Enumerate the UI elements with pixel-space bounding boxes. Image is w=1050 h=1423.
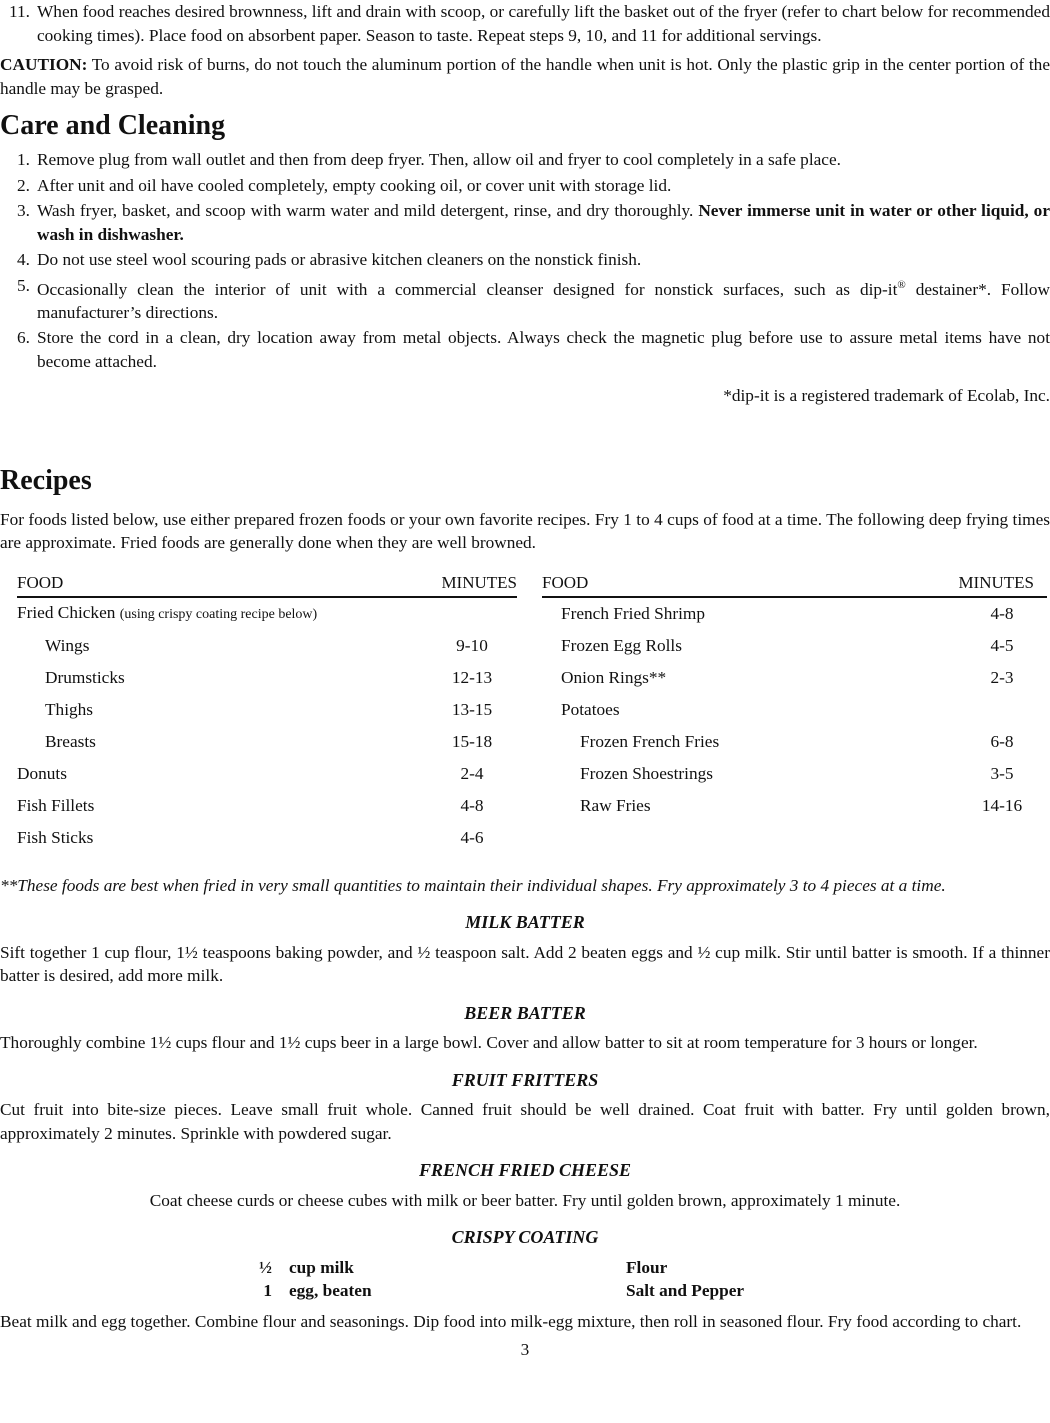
step-text: When food reaches desired brownness, lift and drain with scoop, or carefully lift the basket out of the fryer (refer to chart below for recommended cooking times). Place food on absorbent paper. Season to taste. Repeat steps 9, 10, and 11 for additional servings. bbox=[37, 2, 1050, 45]
ingredient-line bbox=[626, 1256, 744, 1280]
minutes-cell: 15-18 bbox=[451, 732, 493, 752]
food-name: Fried Chicken bbox=[17, 603, 116, 623]
food-cell: Potatoes bbox=[561, 700, 620, 720]
food-cell: Frozen Egg Rolls bbox=[561, 636, 682, 656]
minutes-cell: 2-4 bbox=[460, 764, 484, 784]
col-food-header: FOOD bbox=[17, 572, 64, 592]
minutes-cell: 4-8 bbox=[460, 796, 484, 816]
ingredients-col-1 bbox=[250, 1256, 626, 1303]
care-item bbox=[0, 174, 1050, 198]
table-row bbox=[17, 822, 517, 854]
table-row bbox=[17, 726, 517, 758]
food-cell: Fish Fillets bbox=[17, 796, 95, 816]
minutes-cell: 3-5 bbox=[990, 764, 1014, 784]
ingredient-name: cup milk bbox=[289, 1257, 354, 1277]
crispy-coating-text: Beat milk and egg together. Combine flour and seasonings. Dip food into milk-egg mixture, then roll in seasoned flour. Fry food according to chart. bbox=[0, 1311, 1022, 1331]
care-item-text: Store the cord in a clean, dry location away from metal objects. Always check the magnetic plug before use to assure metal items have not become attached. bbox=[37, 328, 1050, 371]
beer-batter-title: BEER BATTER bbox=[464, 1002, 586, 1023]
crispy-coating-title: CRISPY COATING bbox=[451, 1227, 599, 1248]
minutes-cell: 12-13 bbox=[451, 668, 493, 688]
milk-batter-text: Sift together 1 cup flour, 1½ teaspoons baking powder, and ½ teaspoon salt. Add 2 beaten eggs and ½ cup milk. Stir until batter is smooth. If a thinner batter is desired, add more milk. bbox=[0, 942, 1050, 986]
care-item-text-cont: destainer*. Follow manufacturer’s directions. bbox=[37, 279, 1050, 322]
ingredient-qty: ½ bbox=[259, 1257, 272, 1277]
care-item-number: 3. bbox=[17, 201, 30, 220]
table-row bbox=[17, 662, 517, 694]
food-cell: Thighs bbox=[45, 700, 94, 720]
table-right bbox=[542, 571, 1047, 854]
table-row bbox=[17, 598, 517, 630]
minutes-cell: 9-10 bbox=[456, 636, 488, 656]
table-row bbox=[542, 726, 1047, 758]
care-item-number: 5. bbox=[17, 275, 30, 295]
col-food-header: FOOD bbox=[542, 572, 589, 592]
table-row bbox=[17, 758, 517, 790]
ingredient-name: Flour bbox=[626, 1257, 668, 1277]
minutes-cell: 13-15 bbox=[451, 700, 493, 720]
food-cell: Frozen French Fries bbox=[580, 732, 720, 752]
frying-note: **These foods are best when fried in very small quantities to maintain their individual shapes. Fry approximately 3 to 4 pieces at a time. bbox=[0, 875, 946, 895]
ingredient-line bbox=[250, 1256, 626, 1280]
step-number: 11. bbox=[9, 2, 30, 21]
table-header bbox=[17, 571, 517, 598]
food-note: (using crispy coating recipe below) bbox=[119, 607, 318, 623]
crispy-coating-ingredients bbox=[250, 1256, 1050, 1303]
food-cell: Onion Rings** bbox=[561, 668, 667, 688]
table-row bbox=[542, 662, 1047, 694]
frying-time-table bbox=[0, 571, 1050, 854]
care-item bbox=[0, 248, 1050, 272]
page-number: 3 bbox=[520, 1340, 530, 1360]
food-cell: Donuts bbox=[17, 764, 67, 784]
table-row bbox=[542, 758, 1047, 790]
table-row bbox=[542, 598, 1047, 630]
table-header bbox=[542, 571, 1047, 598]
care-item-number: 2. bbox=[17, 175, 30, 195]
care-item bbox=[0, 326, 1050, 373]
caution-paragraph bbox=[0, 53, 1050, 100]
care-item bbox=[0, 274, 1050, 325]
food-cell: French Fried Shrimp bbox=[561, 604, 705, 624]
care-item-text: Wash fryer, basket, and scoop with warm water and mild detergent, rinse, and dry thoroughly. bbox=[37, 201, 699, 220]
ingredients-col-2 bbox=[626, 1256, 744, 1303]
food-cell: Frozen Shoestrings bbox=[580, 764, 713, 784]
table-row bbox=[542, 790, 1047, 822]
table-row bbox=[17, 630, 517, 662]
ingredient-qty: 1 bbox=[263, 1281, 272, 1301]
care-item bbox=[0, 148, 1050, 172]
recipes-intro: For foods listed below, use either prepared frozen foods or your own favorite recipes. Fry 1 to 4 cups of food at a time. The following deep frying times are approximate. Fried foods are generally done when they are well browned. bbox=[0, 509, 1050, 553]
care-item bbox=[0, 199, 1050, 246]
minutes-cell: 4-6 bbox=[460, 828, 484, 848]
minutes-cell: 2-3 bbox=[990, 668, 1014, 688]
food-cell: Breasts bbox=[45, 732, 96, 752]
fruit-fritters-title: FRUIT FRITTERS bbox=[451, 1069, 599, 1090]
care-item-number: 1. bbox=[17, 150, 30, 169]
food-cell bbox=[17, 601, 427, 627]
col-minutes-header: MINUTES bbox=[441, 572, 517, 592]
food-cell: Drumsticks bbox=[45, 668, 125, 688]
caution-label: CAUTION: bbox=[0, 55, 88, 74]
caution-text: To avoid risk of burns, do not touch the aluminum portion of the handle when unit is hot. Only the plastic grip in the center portion of the handle may be grasped. bbox=[0, 55, 1050, 98]
care-list bbox=[0, 148, 1050, 373]
step-list bbox=[0, 0, 1050, 47]
care-item-text: Do not use steel wool scouring pads or abrasive kitchen cleaners on the nonstick finish. bbox=[37, 250, 642, 269]
food-cell: Raw Fries bbox=[580, 796, 651, 816]
recipes-heading: Recipes bbox=[0, 464, 92, 496]
table-row bbox=[542, 630, 1047, 662]
minutes-cell: 14-16 bbox=[981, 796, 1023, 816]
fruit-fritters-text: Cut fruit into bite-size pieces. Leave small fruit whole. Canned fruit should be well drained. Coat fruit with batter. Fry until golden brown, approximately 2 minutes. Sprinkle with powdered sugar. bbox=[0, 1100, 1050, 1143]
minutes-cell: 4-5 bbox=[990, 636, 1014, 656]
step-11 bbox=[0, 0, 1050, 47]
care-item-text: Occasionally clean the interior of unit with a commercial cleanser designed for nonstick surfaces, such as dip-it bbox=[37, 279, 898, 299]
care-item-number: 6. bbox=[17, 328, 30, 348]
minutes-cell: 6-8 bbox=[990, 732, 1014, 752]
minutes-cell: 4-8 bbox=[990, 604, 1014, 624]
care-item-text: Remove plug from wall outlet and then from deep fryer. Then, allow oil and fryer to cool completely in a safe place. bbox=[37, 150, 841, 169]
beer-batter-text: Thoroughly combine 1½ cups flour and 1½ cups beer in a large bowl. Cover and allow batter to sit at room temperature for 3 hours or longer. bbox=[0, 1033, 978, 1053]
care-warning: Never immerse unit in water or other liquid, or wash in dishwasher. bbox=[37, 201, 1050, 244]
care-heading: Care and Cleaning bbox=[0, 110, 226, 141]
ingredient-name: egg, beaten bbox=[289, 1281, 372, 1301]
ingredient-name: Salt and Pepper bbox=[626, 1281, 745, 1301]
trademark-footnote: *dip-it is a registered trademark of Ecolab, Inc. bbox=[723, 386, 1050, 406]
care-item-number: 4. bbox=[17, 250, 30, 269]
french-fried-cheese-text: Coat cheese curds or cheese cubes with milk or beer batter. Fry until golden brown, approximately 1 minute. bbox=[149, 1190, 901, 1210]
registered-mark: ® bbox=[897, 278, 906, 291]
table-left bbox=[17, 571, 517, 854]
table-row bbox=[17, 790, 517, 822]
food-cell: Wings bbox=[45, 636, 90, 656]
food-cell: Fish Sticks bbox=[17, 828, 94, 848]
french-fried-cheese-title: FRENCH FRIED CHEESE bbox=[418, 1160, 632, 1181]
ingredient-line bbox=[626, 1279, 744, 1303]
col-minutes-header: MINUTES bbox=[958, 572, 1034, 592]
milk-batter-title: MILK BATTER bbox=[465, 912, 585, 933]
table-row bbox=[542, 694, 1047, 726]
table-row bbox=[17, 694, 517, 726]
care-item-text: After unit and oil have cooled completely, empty cooking oil, or cover unit with storage lid. bbox=[37, 175, 672, 195]
ingredient-line bbox=[250, 1279, 626, 1303]
